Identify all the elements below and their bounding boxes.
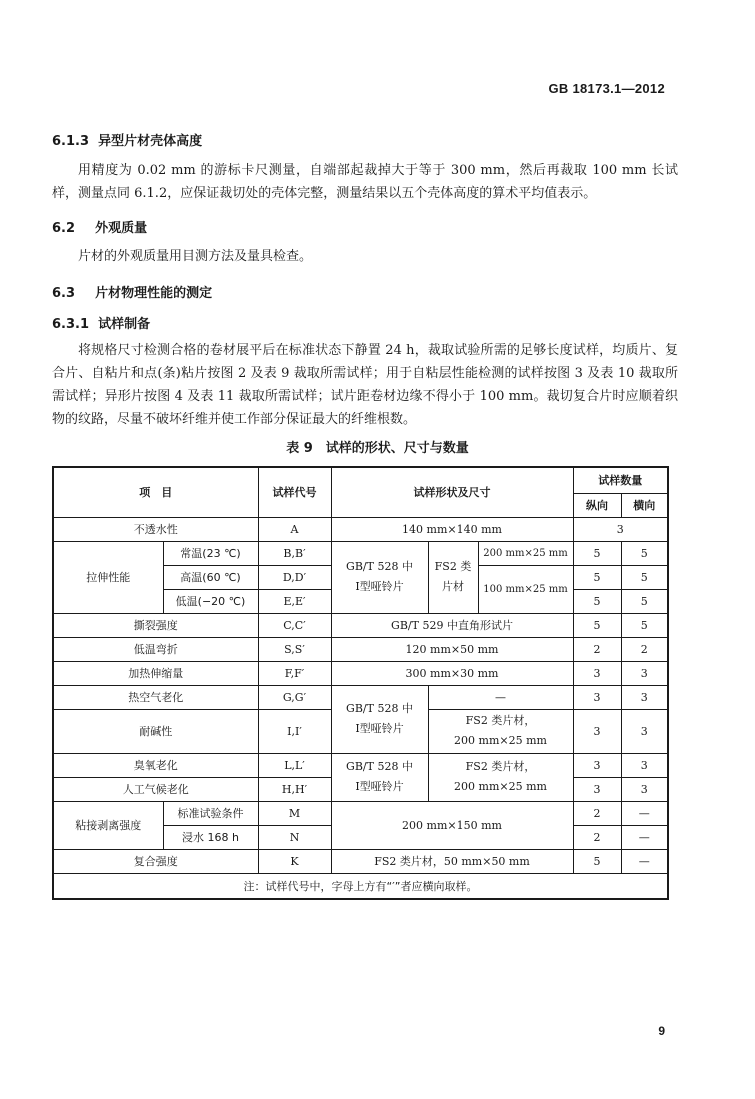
- condition-cell: 高温(60 ℃): [163, 565, 258, 589]
- code-cell: A: [258, 517, 331, 541]
- header-longitudinal: 纵向: [573, 493, 621, 517]
- shape-cell: 200 mm×150 mm: [331, 801, 573, 849]
- shape-cell: 120 mm×50 mm: [331, 637, 573, 661]
- code-cell: K: [258, 849, 331, 873]
- section-number: 6.2: [52, 221, 76, 236]
- shape-cell: GB/T 528 中 Ⅰ型哑铃片: [331, 685, 428, 753]
- item-cell: 耐碱性: [53, 709, 258, 753]
- transverse-cell: 3: [621, 753, 668, 777]
- header-row: [53, 467, 668, 493]
- paragraph-6-2: 片材的外观质量用目测方法及量具检查。: [78, 249, 313, 264]
- item-cell: 拉伸性能: [53, 541, 163, 613]
- header-quantity: 试样数量: [573, 467, 668, 493]
- item-cell: 臭氧老化: [53, 753, 258, 777]
- section-title: 片材物理性能的测定: [95, 286, 213, 301]
- transverse-cell: —: [621, 825, 668, 849]
- shape-cell: —: [428, 685, 573, 709]
- transverse-cell: 3: [621, 661, 668, 685]
- table-row: [53, 637, 668, 661]
- table-row: [53, 613, 668, 637]
- heading-6-2: [52, 217, 147, 236]
- transverse-cell: —: [621, 849, 668, 873]
- code-cell: M: [258, 801, 331, 825]
- section-number: 6.3: [52, 286, 76, 301]
- item-cell: 低温弯折: [53, 637, 258, 661]
- header-code: 试样代号: [258, 467, 331, 517]
- code-cell: L,L′: [258, 753, 331, 777]
- shape-cell: GB/T 528 中 Ⅰ型哑铃片: [331, 541, 428, 613]
- table-note: 注：试样代号中，字母上方有“′”者应横向取样。: [53, 873, 668, 899]
- heading-6-1-3: [52, 130, 202, 149]
- longitudinal-cell: 3: [573, 685, 621, 709]
- table-row: [53, 661, 668, 685]
- longitudinal-cell: 3: [573, 709, 621, 753]
- table-row: [53, 517, 668, 541]
- transverse-cell: 3: [621, 709, 668, 753]
- transverse-cell: —: [621, 801, 668, 825]
- shape-cell: FS2 类 片材: [428, 541, 478, 613]
- specimen-table: [52, 466, 669, 900]
- condition-cell: 标准试验条件: [163, 801, 258, 825]
- section-number: 6.1.3: [52, 134, 90, 149]
- transverse-cell: 5: [621, 541, 668, 565]
- paragraph-6-1-3: 用精度为 0.02 mm 的游标卡尺测量，自端部起裁掉大于等于 300 mm，然后再裁取 100 mm 长试样，测量点同 6.1.2，应保证裁切处的壳体完整，测量结果以五个壳体高度的算术平均值表示。: [52, 163, 678, 201]
- page-number: 9: [658, 1024, 665, 1038]
- quantity-cell: 3: [573, 517, 668, 541]
- item-cell: 复合强度: [53, 849, 258, 873]
- condition-cell: 低温(−20 ℃): [163, 589, 258, 613]
- item-cell: 人工气候老化: [53, 777, 258, 801]
- section-number: 6.3.1: [52, 317, 90, 332]
- code-cell: B,B′: [258, 541, 331, 565]
- longitudinal-cell: 5: [573, 541, 621, 565]
- table-caption: 表 9 试样的形状、尺寸与数量: [286, 441, 469, 456]
- item-cell: 粘接剥离强度: [53, 801, 163, 849]
- code-cell: C,C′: [258, 613, 331, 637]
- transverse-cell: 5: [621, 589, 668, 613]
- longitudinal-cell: 5: [573, 565, 621, 589]
- header-item: 项 目: [53, 467, 258, 517]
- shape-cell: GB/T 528 中 Ⅰ型哑铃片: [331, 753, 428, 801]
- transverse-cell: 2: [621, 637, 668, 661]
- code-cell: S,S′: [258, 637, 331, 661]
- code-cell: H,H′: [258, 777, 331, 801]
- note-row: [53, 873, 668, 899]
- shape-size-cell: 100 mm×25 mm: [478, 565, 573, 613]
- paragraph-6-3-1: 将规格尺寸检测合格的卷材展平后在标准状态下静置 24 h，裁取试验所需的足够长度试样，均质片、复合片、自粘片和点(条)粘片按图 2 及表 9 裁取所需试样；用于自粘层性能检测的试样按图 3 及表 10 裁取所需试样；异形片按图 4 及表 11 裁取所需试样；试片距卷材边缘不得小于 100 mm。裁切复合片时应顺着织物的纹路，尽量不破坏纤维并使工作部分保证最大的纤维根数。: [52, 343, 678, 427]
- shape-size-cell: 200 mm×25 mm: [478, 541, 573, 565]
- shape-cell: FS2 类片材，50 mm×50 mm: [331, 849, 573, 873]
- table-row: [53, 801, 668, 825]
- table-row: [53, 753, 668, 777]
- shape-cell: 300 mm×30 mm: [331, 661, 573, 685]
- heading-6-3: [52, 282, 212, 301]
- code-cell: G,G′: [258, 685, 331, 709]
- longitudinal-cell: 5: [573, 589, 621, 613]
- code-cell: I,I′: [258, 709, 331, 753]
- shape-cell: FS2 类片材， 200 mm×25 mm: [428, 709, 573, 753]
- table-row: [53, 685, 668, 709]
- item-cell: 加热伸缩量: [53, 661, 258, 685]
- shape-cell: GB/T 529 中直角形试片: [331, 613, 573, 637]
- longitudinal-cell: 3: [573, 777, 621, 801]
- table-row: [53, 541, 668, 565]
- table-row: [53, 849, 668, 873]
- transverse-cell: 3: [621, 777, 668, 801]
- transverse-cell: 3: [621, 685, 668, 709]
- section-title: 异型片材壳体高度: [98, 134, 203, 149]
- code-cell: F,F′: [258, 661, 331, 685]
- code-cell: N: [258, 825, 331, 849]
- shape-cell: FS2 类片材， 200 mm×25 mm: [428, 753, 573, 801]
- standard-number: GB 18173.1—2012: [548, 81, 665, 96]
- code-cell: D,D′: [258, 565, 331, 589]
- section-title: 试样制备: [98, 317, 151, 332]
- condition-cell: 浸水 168 h: [163, 825, 258, 849]
- longitudinal-cell: 5: [573, 849, 621, 873]
- item-cell: 不透水性: [53, 517, 258, 541]
- condition-cell: 常温(23 ℃): [163, 541, 258, 565]
- longitudinal-cell: 2: [573, 801, 621, 825]
- header-transverse: 横向: [621, 493, 668, 517]
- transverse-cell: 5: [621, 613, 668, 637]
- code-cell: E,E′: [258, 589, 331, 613]
- section-title: 外观质量: [95, 221, 148, 236]
- item-cell: 热空气老化: [53, 685, 258, 709]
- longitudinal-cell: 2: [573, 637, 621, 661]
- longitudinal-cell: 5: [573, 613, 621, 637]
- longitudinal-cell: 3: [573, 661, 621, 685]
- item-cell: 撕裂强度: [53, 613, 258, 637]
- header-shape: 试样形状及尺寸: [331, 467, 573, 517]
- transverse-cell: 5: [621, 565, 668, 589]
- shape-cell: 140 mm×140 mm: [331, 517, 573, 541]
- longitudinal-cell: 2: [573, 825, 621, 849]
- longitudinal-cell: 3: [573, 753, 621, 777]
- heading-6-3-1: [52, 313, 150, 332]
